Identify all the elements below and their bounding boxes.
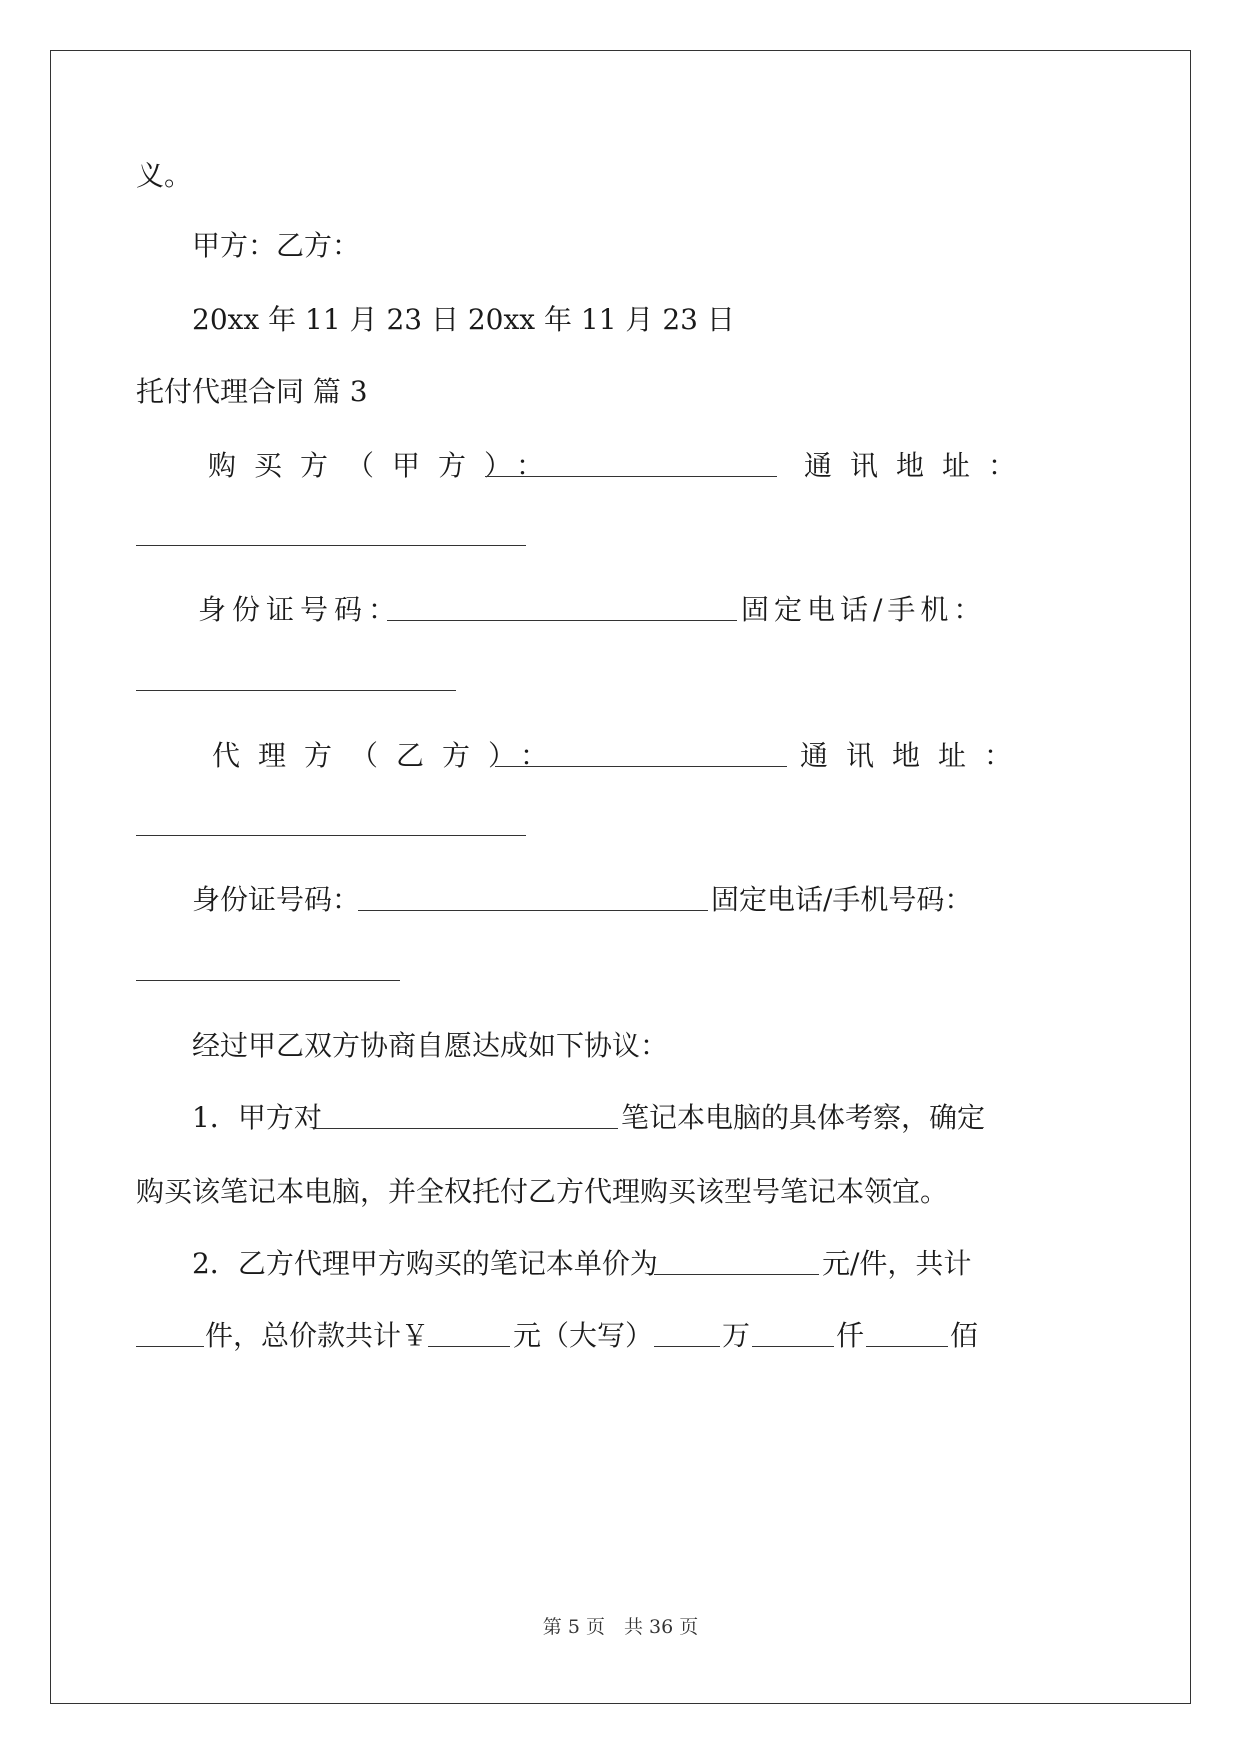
unit-qian: 仟 [836, 1319, 865, 1352]
buyer-label: 购买方（甲方）： [208, 449, 563, 482]
unit-wan: 万 [722, 1319, 751, 1352]
party-signature-line: 甲方：乙方： [192, 229, 361, 262]
agreement-intro: 经过甲乙双方协商自愿达成如下协议： [192, 1029, 669, 1062]
qian-blank [752, 1346, 834, 1347]
wan-blank [654, 1346, 720, 1347]
buyer-blank [485, 476, 777, 477]
buyer-id-blank [387, 620, 737, 621]
clause-2-start: 2．乙方代理甲方购买的笔记本单价为 [192, 1247, 658, 1280]
agent-address-label: 通讯地址： [800, 739, 1031, 772]
agent-phone-label: 固定电话/手机号码： [711, 883, 973, 916]
agent-phone-blank [136, 980, 400, 981]
agent-label: 代理方（乙方）： [212, 739, 567, 772]
agent-id-label: 身份证号码： [192, 883, 361, 916]
section-heading: 托付代理合同 篇 3 [136, 375, 368, 408]
agent-address-blank [136, 835, 526, 836]
clause-1-start: 1．甲方对 [192, 1101, 322, 1134]
page-number: 第 5 页 共 36 页 [542, 1616, 699, 1638]
buyer-id-label: 身份证号码： [198, 593, 403, 626]
clause-1-end: 笔记本电脑的具体考察，确定 [621, 1101, 986, 1134]
bai-blank [866, 1346, 948, 1347]
text-line-1: 义。 [136, 159, 193, 192]
buyer-address-blank [136, 545, 526, 546]
clause-2-unit: 元/件，共计 [822, 1247, 972, 1280]
buyer-phone-label: 固定电话/手机： [741, 593, 987, 626]
buyer-address-label: 通讯地址： [804, 449, 1035, 482]
clause-1-blank [313, 1128, 618, 1129]
buyer-phone-blank [136, 690, 456, 691]
date-line: 20xx 年 11 月 23 日 20xx 年 11 月 23 日 [192, 303, 735, 336]
clause-2-total: 件，总价款共计￥ [205, 1319, 430, 1352]
unit-price-blank [654, 1274, 819, 1275]
quantity-blank [136, 1346, 204, 1347]
clause-2-uppercase: 元（大写） [513, 1319, 654, 1352]
unit-bai: 佰 [950, 1319, 979, 1352]
clause-1-continued: 购买该笔记本电脑，并全权托付乙方代理购买该型号笔记本领宜。 [136, 1175, 949, 1208]
agent-blank [495, 766, 787, 767]
page-border [50, 50, 1191, 1704]
agent-id-blank [358, 910, 708, 911]
total-amount-blank [428, 1346, 510, 1347]
